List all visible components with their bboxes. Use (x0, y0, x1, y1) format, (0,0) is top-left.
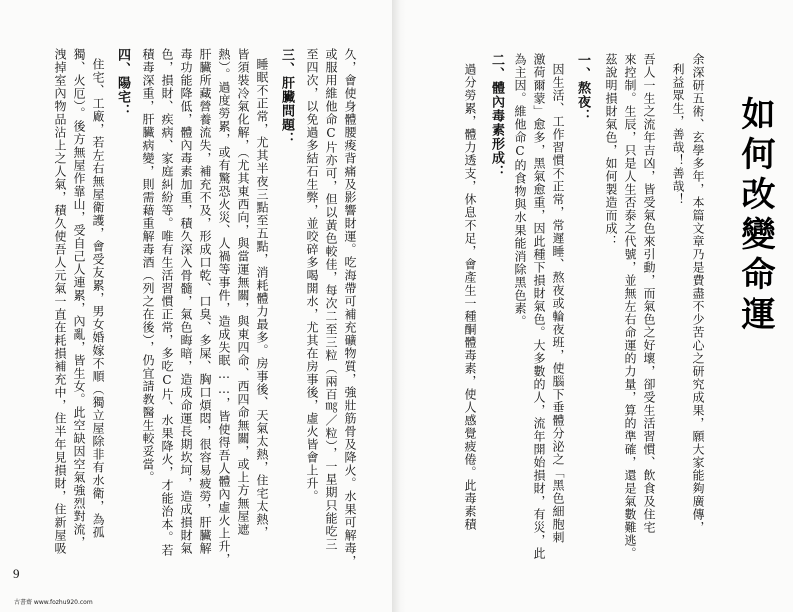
text-column: 洩掉室內物品沾上之人氣，積久使吾人元氣一直在耗損補充中，住半年見損財，住新屋吸 (53, 48, 67, 555)
text-column: 皆須裝冷氣化解，（尤其東西向，與當運無關，與東四命、西四命無關，或上方無屋遮 (236, 48, 250, 536)
text-column: 利益眾生，善哉！善哉！ (671, 63, 685, 206)
text-column: 色，損財、疾病、家庭糾紛等。唯有生活習慣正常，多吃C片、水果降火，才能治本。若 (160, 48, 174, 557)
text-column: 至四次，以免過多結石生弊，並咬碎多喝開水，尤其在房事後，虛火皆會上升。 (305, 48, 319, 503)
gutter-shadow (392, 0, 406, 612)
page-number: 9 (13, 566, 20, 581)
footer-watermark: 古書齋 www.fozhu920.com (14, 599, 93, 606)
text-column: 吾人一生之流年吉凶，皆受氣色來引動，而氣色之好壞，卻受生活習慣、飲食及住宅 (642, 53, 656, 534)
section-heading: 四、陽宅： (115, 48, 130, 118)
text-column: 睡眠不正常，尤其半夜三點至五點，消耗體力最多。房事後、天氣太熱，住宅太熱， (255, 58, 269, 539)
text-column: 久，會使身體腰痠背痛及影響財運。吃海帶可補充礦物質，強壯筋骨及降火。水果可解毒， (343, 48, 357, 568)
section-heading: 一、熬夜： (575, 53, 590, 123)
section-heading: 二、體內毒素形成： (489, 53, 504, 179)
text-column: 激荷爾蒙」愈多，黑氣愈重，因此種下損財氣色。大多數的人，流年開始損財，有災，此 (532, 53, 546, 560)
section-heading: 三、肝臟問題： (279, 48, 294, 146)
text-column: 來控制。生辰，只是人生否泰之代號，並無左右命運的力量，算的準確，還是氣數難逃。 (623, 53, 637, 560)
text-column: 因生活、工作習慣不正常，常遲睡、熬夜或輪夜班，使腦下垂體分泌之「黑色細胞刺 (551, 63, 565, 544)
text-column: 積毒深重，肝臟病變，則需藉重解毒酒（列之在後），仍宜請教醫生較妥當。 (141, 48, 155, 484)
text-column: 過分勞累，體力透支，休息不足，會產生一種酮體毒素，使人感覺疲倦。此毒素積 (463, 63, 477, 531)
text-column: 住宅、工廠，若左右無屋衛護，會受友累，男女婚嫁不順（獨立屋除非有水衛，為孤 (91, 58, 105, 539)
text-column: 肝臟所藏營養流失，補充不及，形成口乾、口臭、多屎、胸口煩悶，很容易疲勞，肝臟解 (198, 48, 212, 555)
text-column: 熱）。過度勞累，或有驚恐火災、人禍等事件，造成失眠……，皆使得吾人體內虛火上升， (217, 48, 231, 566)
text-column: 獨、火厄）。後方無屋作靠山，受自己人連累，內亂，皆生女。此空缺因空氣強烈對流， (72, 48, 86, 549)
text-column: 毒功能降低，體內毒素加重，積久深入骨髓，氣色晦暗，造成命運長期坎坷，造成損財氣 (179, 48, 193, 555)
page-title: 如何改變命運 (735, 96, 775, 336)
text-column: 或服用維他命C片亦可，但以黃色較佳，每次二至三粒（兩百㎎／粒），一星期只能吃三 (324, 48, 338, 551)
text-column: 余深研五術、玄學多年，本篇文章乃是費盡不少苦心之研究成果，願大家能夠廣傳， (691, 53, 705, 534)
text-column: 為主因。維他命C的食物與水果能消除黑色素。 (513, 53, 527, 328)
text-column: 茲說明損財氣色，如何製造而成： (604, 53, 618, 248)
